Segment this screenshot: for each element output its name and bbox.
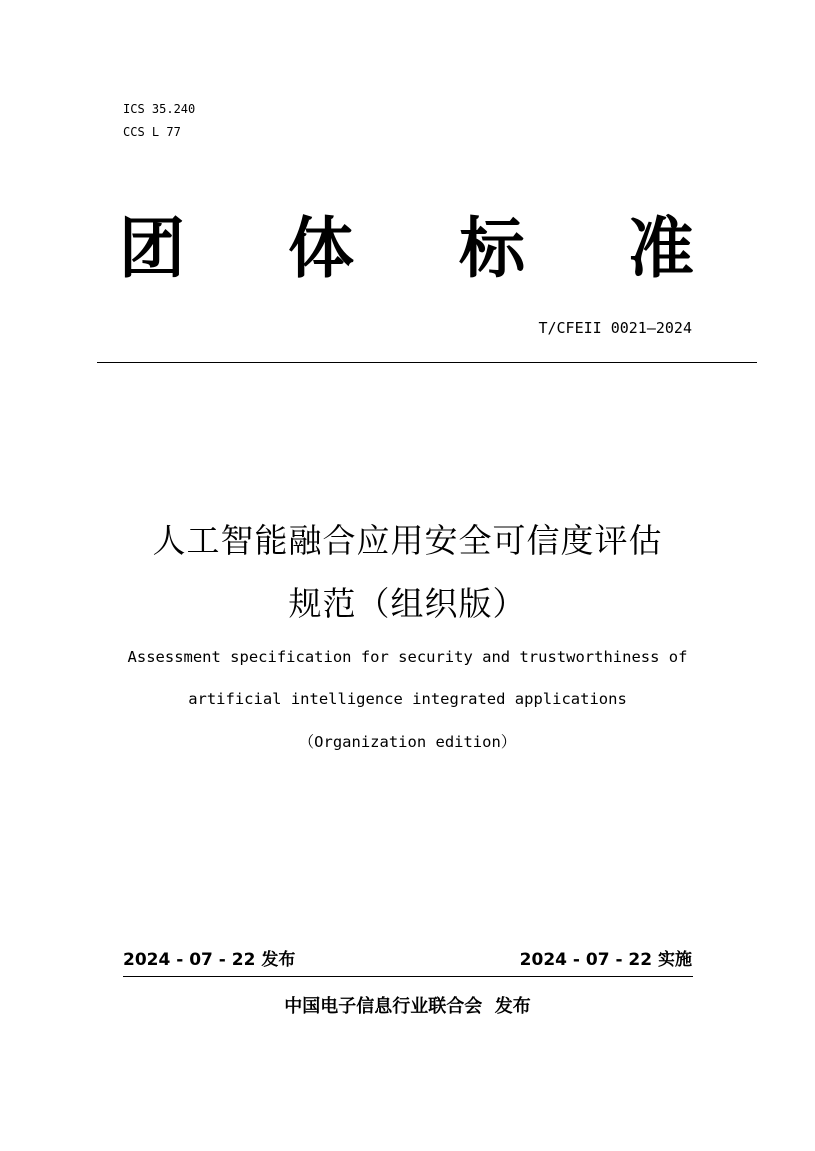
implementation-date: 2024 - 07 - 22 实施 bbox=[519, 950, 692, 970]
title-en-line1: Assessment specification for security and trustworthiness of bbox=[127, 648, 688, 666]
standard-type-char: 体 bbox=[288, 209, 354, 287]
title-en-line3: （Organization edition） bbox=[298, 733, 517, 751]
footer-divider bbox=[123, 976, 693, 977]
ccs-code: CCS L 77 bbox=[123, 125, 181, 139]
publisher-line: 中国电子信息行业联合会 发布 bbox=[284, 996, 531, 1017]
standard-type-char: 团 bbox=[119, 209, 185, 287]
standard-number: T/CFEII 0021—2024 bbox=[538, 319, 692, 337]
release-date: 2024 - 07 - 22 发布 bbox=[123, 950, 296, 970]
title-cn-line1: 人工智能融合应用安全可信度评估 bbox=[152, 521, 663, 560]
standard-type-char: 标 bbox=[459, 209, 525, 287]
title-cn-line2: 规范（组织版） bbox=[288, 584, 527, 623]
standard-type-char: 准 bbox=[628, 209, 694, 287]
ics-code: ICS 35.240 bbox=[123, 102, 196, 116]
title-en-line2: artificial intelligence integrated applications bbox=[188, 690, 627, 708]
header-divider bbox=[97, 362, 757, 363]
